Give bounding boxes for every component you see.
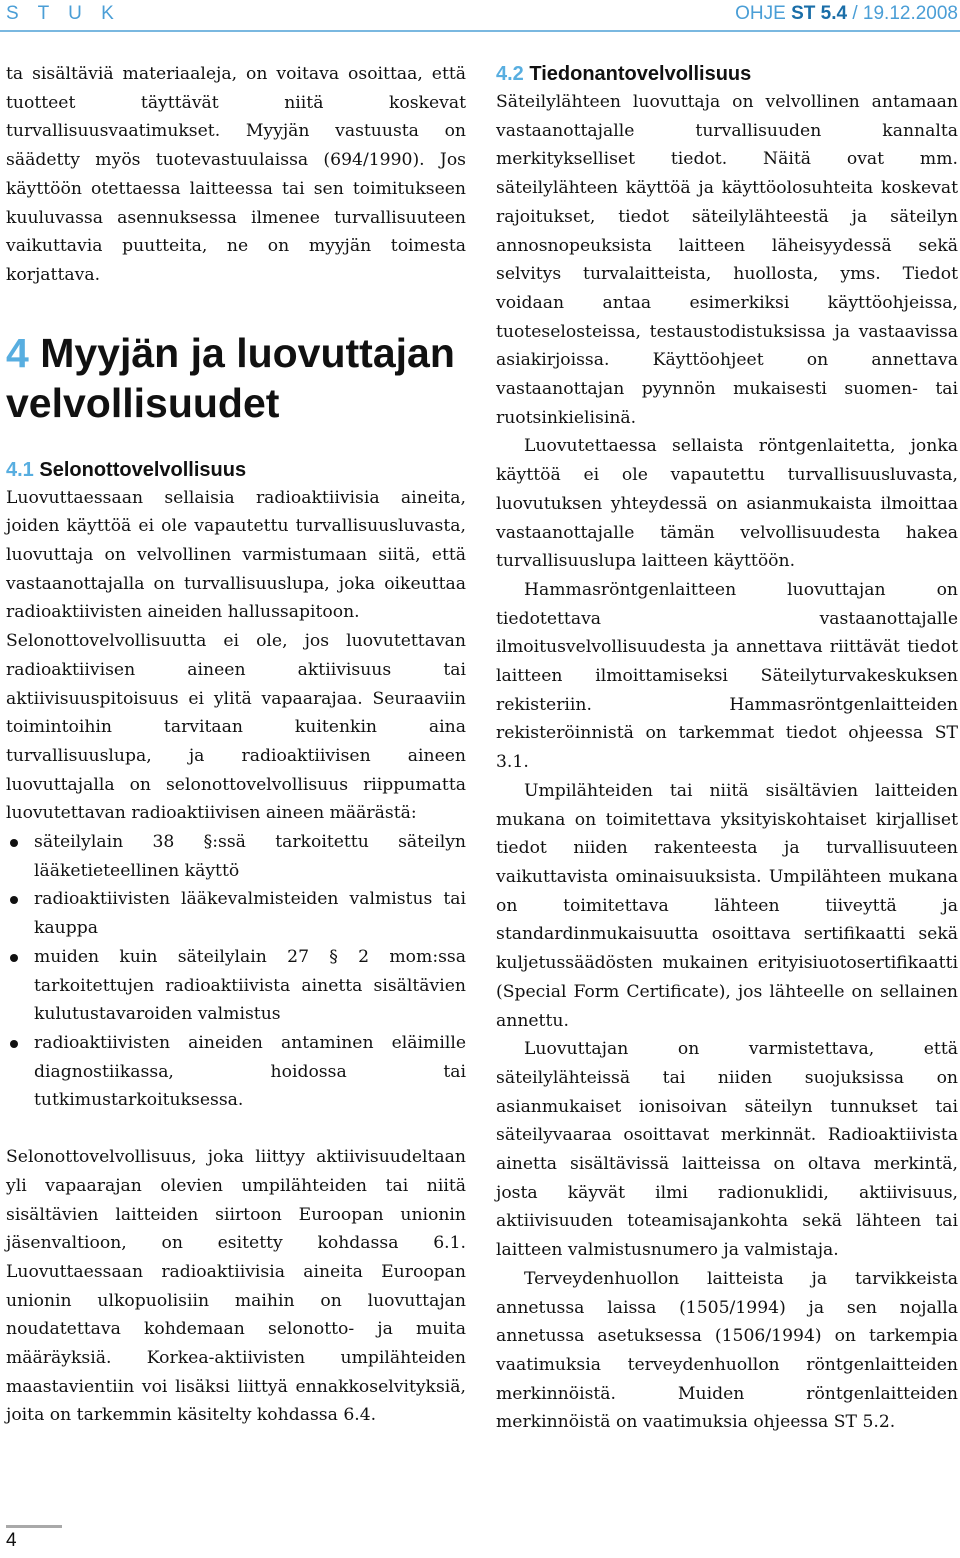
intro-paragraph: ta sisältäviä materiaaleja, on voitava osoittaa, että tuotteet täyttävät niitä koskevat turvallisuusvaatimukset. Myyjän vastuusta on säädetty myös tuotevastuulaissa (694/1990). Jos käyttöön otettaessa laitteessa tai sen toimitukseen kuuluvassa asennuksessa ilmenee turvallisuuteen vaikuttavia puutteita, ne on myyjän toimesta korjattava. — [6, 64, 466, 285]
publisher-name: S T U K — [6, 3, 121, 24]
guide-date: / 19.12.2008 — [852, 3, 958, 24]
left-column — [6, 60, 466, 1430]
page-header — [0, 0, 960, 28]
page-number: 4 — [6, 1530, 17, 1551]
paragraph: Luovuttaessaan sellaisia radioaktiivisia aineita, joiden käyttöä ei ole vapautettu turvallisuusluvasta, luovuttaja on velvollinen varmistumaan siitä, että vastaanottajalla on turvallisuuslupa, joka oikeuttaa radioaktiivisten aineiden hallussapitoon. — [6, 487, 466, 623]
guide-code: ST 5.4 — [791, 3, 848, 24]
list-item: radioaktiivisten aineiden antaminen eläimille diagnostiikassa, hoidossa tai tutkimustarkoituksessa. — [34, 1029, 466, 1115]
section-title: Selonottovelvollisuus — [39, 458, 247, 481]
paragraph: Selonottovelvollisuutta ei ole, jos luovutettavan radioaktiivisen aineen aktiivisuus tai aktiivisuuspitoisuus ei ylitä vapaarajaa. Seuraaviin toimintoihin tarvitaan kuitenkin aina turvallisuuslupa, ja radioaktiivisen aineen luovuttajalla on selonottovelvollisuus riippumatta luovutettavan radioaktiivisen aineen määrästä: — [6, 631, 466, 824]
guide-reference — [735, 3, 958, 25]
paragraph: Terveydenhuollon laitteista ja tarvikkeista annetussa laissa (1505/1994) ja sen nojalla annetussa asetuksessa (1506/1994) on tarkempia vaatimuksia terveydenhuollon röntgenlaitteiden merkinnöistä. Muiden röntgenlaitteiden merkinnöistä on vaatimuksia ohjeessa ST 5.2. — [496, 1268, 958, 1433]
paragraph: Hammasröntgenlaitteen luovuttajan on tiedotettava vastaanottajalle ilmoitusvelvollisuudesta ja annettava riittävät tiedot laitteen ilmoittamiseksi Säteilyturvakeskuksen rekisteriin. Hammasröntgenlaitteiden rekisteröinnistä on tarkemmat tiedot ohjeessa ST 3.1. — [496, 579, 958, 773]
header-divider — [0, 30, 960, 32]
paragraph: Luovutettaessa sellaista röntgenlaitetta, jonka käyttöä ei ole vapautettu turvallisuusluvasta, luovutuksen yhteydessä on asianmukaista ilmoittaa vastaanottajalle tämän velvollisuudesta hakea turvallisuuslupa laitteen käyttöön. — [496, 436, 958, 572]
section-number: 4.1 — [6, 458, 34, 481]
paragraph: Säteilylähteen luovuttaja on velvollinen antamaan vastaanottajalle turvallisuuden kannalta merkitykselliset tiedot. Näitä ovat mm. säteilylähteen käyttöä ja käyttöolosuhteita koskevat rajoitukset, tiedot säteilylähteestä ja säteilyn annosnopeuksista laitteen läheisyydessä sekä selvitys turvalaitteista, huollosta, yms. Tiedot voidaan antaa esimerkiksi käyttöohjeissa, tuoteselosteissa, testaustodistuksissa ja vastaavissa asiakirjoissa. Käyttöohjeet on annettava vastaanottajan pyynnön mukaisesti suomen- tai ruotsinkielisinä. — [496, 92, 958, 428]
paragraph: Selonottovelvollisuus, joka liittyy aktiivisuudeltaan yli vapaarajan olevien umpilähteiden tai niitä sisältävien laitteiden siirtoon Euroopan unionin jäsenvaltioon, on esitetty kohdassa 6.1. Luovuttaessaan radioaktiivisia aineita Euroopan unionin ulkopuolisiin maihin on luovuttajan noudatettava kohdemaan selonotto- ja muita määräyksiä. Korkea-aktiivisten umpilähteiden maastavientiin voi lisäksi liittyä ennakkoselvityksiä, joita on tarkemmin käsitelty kohdassa 6.4. — [6, 1147, 466, 1426]
chapter-title: Myyjän ja luovuttajan velvollisuudet — [6, 329, 455, 426]
list-item: radioaktiivisten lääkevalmisteiden valmistus tai kauppa — [34, 885, 466, 942]
list-item: säteilylain 38 §:ssä tarkoitettu säteilyn lääketieteellinen käyttö — [34, 828, 466, 885]
paragraph: Umpilähteiden tai niitä sisältävien laitteiden mukana on toimitettava yksityiskohtaiset kirjalliset tiedot niiden rakenteesta ja turvallisuuteen vaikuttavista ominaisuuksista. Umpilähteen mukana on toimitettava lähteen tiiveyttä ja standardinmukaisuutta osoittava sertifikaatti sekä kuljetussäädösten mukainen erityisiuotosertifikaatti (Special Form Certificate), jos lähteelle on sellainen annettu. — [496, 780, 958, 1031]
section-heading-4-1 — [6, 456, 466, 484]
section-title: Tiedonantovelvollisuus — [529, 63, 752, 85]
footer-rule — [6, 1525, 62, 1528]
paragraph: Luovuttajan on varmistettava, että säteilylähteissä tai niiden suojuksissa on asianmukaiset ionisoivan säteilyn tunnukset tai säteilyvaaraa osoittavat merkinnät. Radioaktiivista ainetta sisältävissä laitteissa on oltava merkintä, josta käyvät ilmi radionuklidi, aktiivisuus, aktiivisuuden toteamisajankohta sekä lähteen tai laitteen valmistusnumero ja valmistaja. — [496, 1039, 958, 1261]
bullet-list — [6, 828, 466, 1115]
list-item: muiden kuin säteilylain 27 § 2 mom:ssa tarkoitettujen radioaktiivista ainetta sisältävien kulutustavaroiden valmistus — [34, 943, 466, 1029]
right-column — [496, 60, 958, 1437]
chapter-number: 4 — [6, 329, 29, 376]
section-heading-4-2 — [496, 60, 958, 88]
guide-type: OHJE — [735, 3, 786, 24]
chapter-heading — [6, 328, 466, 428]
section-number: 4.2 — [496, 63, 524, 85]
